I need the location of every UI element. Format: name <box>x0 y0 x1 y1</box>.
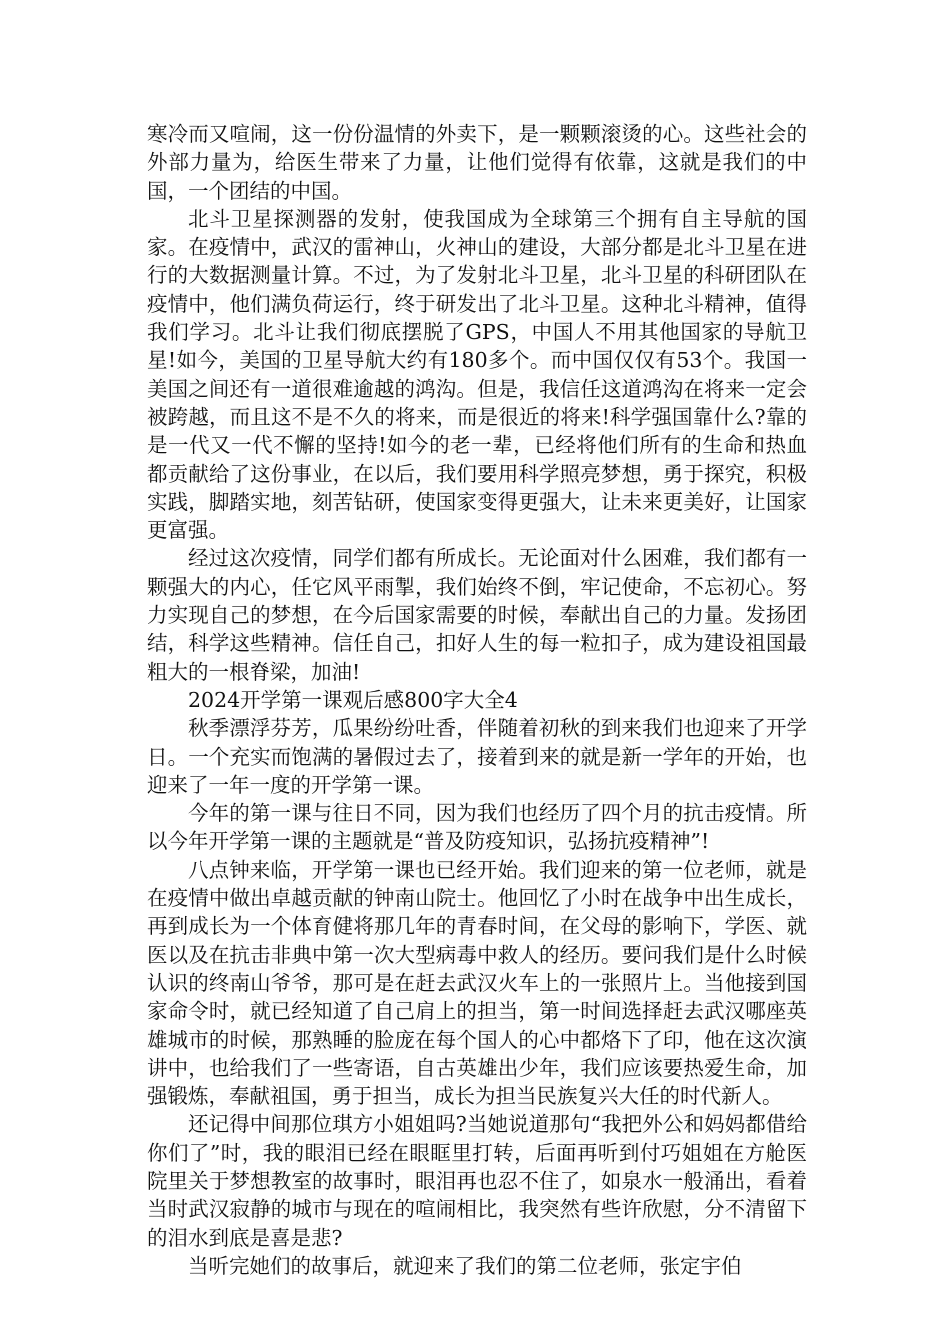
paragraph: 秋季漂浮芬芳，瓜果纷纷吐香，伴随着初秋的到来我们也迎来了开学日。一个充实而饱满的暑假过去了，接着到来的就是新一学年的开始，也迎来了一年一度的开学第一课。 <box>147 716 807 797</box>
paragraph: 八点钟来临，开学第一课也已经开始。我们迎来的第一位老师，就是在疫情中做出卓越贡献的钟南山院士。他回忆了小时在战争中出生成长，再到成长为一个体育健将那几年的青春时间，在父母的影响下，学医、就医以及在抗击非典中第一次大型病毒中救人的经历。要问我们是什么时候认识的终南山爷爷，那可是在赶去武汉火车上的一张照片上。当他接到国家命令时，就已经知道了自己肩上的担当，第一时间选择赶去武汉哪座英雄城市的时候，那熟睡的脸庞在每个国人的心中都烙下了印，他在这次演讲中，也给我们了一些寄语，自古英雄出少年，我们应该要热爱生命，加强锻炼，奉献祖国，勇于担当，成长为担当民族复兴大任的时代新人。 <box>147 857 807 1109</box>
paragraph: 北斗卫星探测器的发射，使我国成为全球第三个拥有自主导航的国家。在疫情中，武汉的雷神山，火神山的建设，大部分都是北斗卫星在进行的大数据测量计算。不过，为了发射北斗卫星，北斗卫星的科研团队在疫情中，他们满负荷运行，终于研发出了北斗卫星。这种北斗精神，值得我们学习。北斗让我们彻底摆脱了GPS，中国人不用其他国家的导航卫星!如今，美国的卫星导航大约有180多个。而中国仅仅有53个。我国一美国之间还有一道很难逾越的鸿沟。但是，我信任这道鸿沟在将来一定会被跨越，而且这不是不久的将来，而是很近的将来!科学强国靠什么?靠的是一代又一代不懈的坚持!如今的老一辈，已经将他们所有的生命和热血都贡献给了这份事业，在以后，我们要用科学照亮梦想，勇于探究，积极实践，脚踏实地，刻苦钻研，使国家变得更强大，让未来更美好，让国家更富强。 <box>147 206 807 543</box>
paragraph: 寒冷而又喧闹，这一份份温情的外卖下，是一颗颗滚烫的心。这些社会的外部力量为，给医生带来了力量，让他们觉得有依靠，这就是我们的中国，一个团结的中国。 <box>147 122 807 203</box>
paragraph: 还记得中间那位琪方小姐姐吗?当她说道那句“我把外公和妈妈都借给你们了”时，我的眼泪已经在眼眶里打转，后面再听到付巧姐姐在方舱医院里关于梦想教室的故事时，眼泪再也忍不住了，如泉水一般涌出，看着当时武汉寂静的城市与现在的喧闹相比，我突然有些许欣慰，分不清留下的泪水到底是喜是悲? <box>147 1112 807 1250</box>
paragraph: 今年的第一课与往日不同，因为我们也经历了四个月的抗击疫情。所以今年开学第一课的主题就是“普及防疫知识，弘扬抗疫精神”! <box>147 801 807 854</box>
paragraph: 经过这次疫情，同学们都有所成长。无论面对什么困难，我们都有一颗强大的内心，任它风平雨掣，我们始终不倒，牢记使命，不忘初心。努力实现自己的梦想，在今后国家需要的时候，奉献出自己的力量。发扬团结，科学这些精神。信任自己，扣好人生的每一粒扣子，成为建设祖国最粗大的一根脊梁，加油! <box>147 546 807 684</box>
document-body <box>147 120 807 1280</box>
section-heading: 2024开学第一课观后感800字大全4 <box>188 687 518 712</box>
paragraph: 当听完她们的故事后，就迎来了我们的第二位老师，张定宇伯 <box>188 1253 742 1278</box>
